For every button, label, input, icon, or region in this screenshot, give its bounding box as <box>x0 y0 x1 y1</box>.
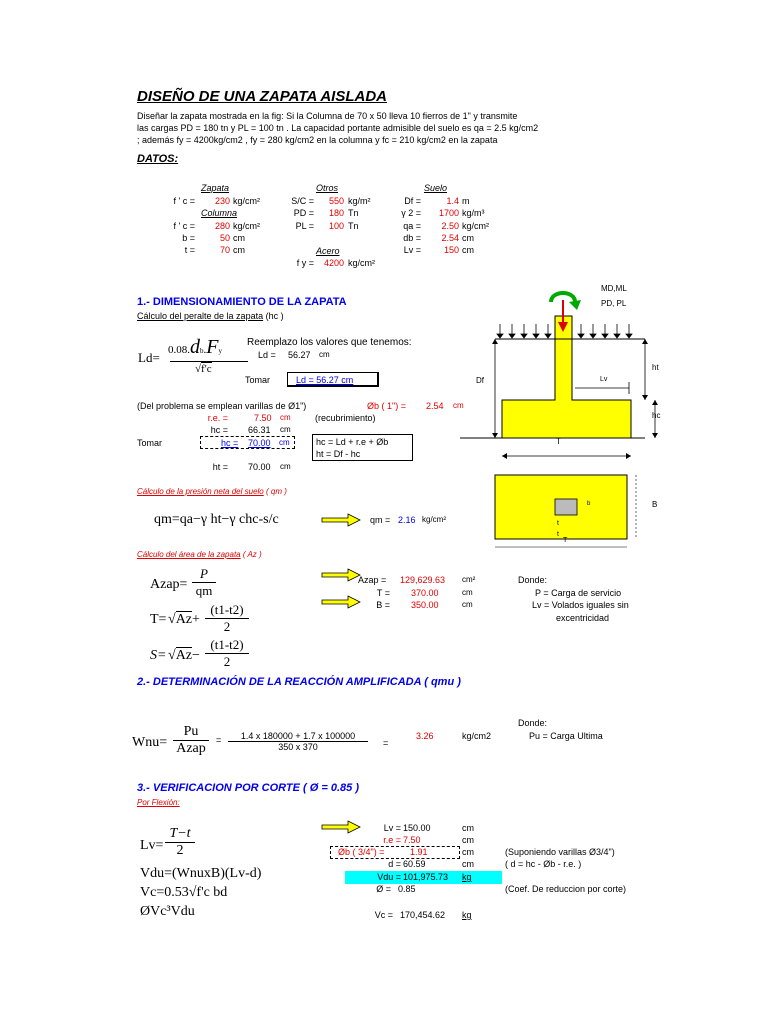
qm-subtitle: Cálculo de la presión neta del suelo ( qm ) <box>137 487 287 496</box>
qm-formula: qm=qa−γ ht−γ chc-s/c <box>154 512 279 527</box>
md-ml-label: MD,ML <box>601 284 627 293</box>
ob-1-value: 2.54 <box>426 401 444 411</box>
ld-formula-num: 0.08.db.Fy <box>168 336 222 358</box>
phi-label: Ø = <box>376 884 391 894</box>
pd-value: 180 <box>328 208 344 218</box>
ht-label: ht = <box>212 462 228 472</box>
b-dim-label: b <box>587 501 591 507</box>
vdu-label: Vdu = <box>377 872 401 882</box>
t-unit: cm <box>233 245 245 255</box>
datos-heading: DATOS: <box>137 153 179 165</box>
hc-unit: cm <box>280 425 291 434</box>
az-subtitle: Cálculo del área de la zapata ( Az ) <box>137 550 262 559</box>
donde-1: Donde: <box>518 575 548 585</box>
arrow-right-icon <box>322 596 360 608</box>
B-value: 350.00 <box>411 600 439 610</box>
section-2-heading: 2.- DETERMINACIÓN DE LA REACCIÓN AMPLIFICADA ( qmu ) <box>137 676 461 688</box>
fc-columna-value: 280 <box>214 221 230 231</box>
ob3-note: (Suponiendo varillas Ø3/4") <box>505 847 615 857</box>
zapata-head: Zapata <box>201 183 230 193</box>
b-unit: cm <box>233 233 245 243</box>
qa-value: 2.50 <box>441 221 459 231</box>
pl-unit: Tn <box>348 221 359 231</box>
B-label: B = <box>376 600 390 610</box>
wnu-formula-lhs: Wnu= <box>132 735 168 750</box>
lv-label: Lv = <box>403 245 421 255</box>
fy-value: 4200 <box>323 258 344 268</box>
wnu-unit: kg/cm2 <box>462 731 492 741</box>
ht-unit: cm <box>280 462 291 471</box>
df-label: Df = <box>404 196 421 206</box>
sc-value: 550 <box>328 196 344 206</box>
fy-label: f y = <box>296 258 314 268</box>
re3-value: 7.50 <box>403 835 421 845</box>
lv-fraction: $\frac{T-t}{2}$ <box>165 826 195 859</box>
wnu-result: 3.26 <box>416 731 434 741</box>
intro-line-3: ; además fy = 4200kg/cm2 , fy = 280 kg/cm2 en la columna y fc = 210 kg/cm2 en la zapata <box>137 135 498 145</box>
lv-value: 150 <box>443 245 459 255</box>
donde-2: Donde: <box>518 718 548 728</box>
sc-unit: kg/m² <box>348 196 371 206</box>
t-dim-label-2: t <box>557 531 559 538</box>
qm-value: 2.16 <box>398 515 416 525</box>
ld-calc-unit: cm <box>319 350 330 359</box>
ovc-formula: ØVc³Vdu <box>140 904 195 919</box>
s-formula-lhs: S= <box>150 648 167 663</box>
vc-value: 170,454.62 <box>400 910 446 920</box>
qm-unit: kg/cm² <box>422 515 446 524</box>
fc-zapata-value: 230 <box>214 196 230 206</box>
ld-calc-value: 56.27 <box>288 350 311 360</box>
hc-value: 66.31 <box>248 425 271 435</box>
section-1-heading: 1.- DIMENSIONAMIENTO DE LA ZAPATA <box>137 296 347 308</box>
vdu-unit: kg <box>462 872 472 882</box>
s-fraction: $\frac{(t1-t2)}{2}$ <box>205 637 249 670</box>
azap-label: Azap = <box>358 575 387 585</box>
pd-label: PD = <box>293 208 314 218</box>
re3-unit: cm <box>462 835 474 845</box>
t-value: 70 <box>219 245 230 255</box>
hc-box: hc = 70.00 cm <box>200 436 295 449</box>
lv-unit: cm <box>462 245 474 255</box>
b-value: 50 <box>219 233 230 243</box>
t-formula-lhs: T= <box>150 612 167 627</box>
T-plan-label: T <box>563 537 568 544</box>
wnu-eq-1: = <box>216 735 222 745</box>
hc-label: hc = <box>210 425 228 435</box>
vc-label: Vc = <box>374 910 393 920</box>
reemplazo-text: Reemplazo los valores que tenemos: <box>247 337 412 348</box>
arrow-right-icon <box>322 569 360 581</box>
ld-formula-den: √f'c <box>195 363 212 375</box>
lv-definition-2: excentricidad <box>556 613 610 623</box>
arrow-right-icon <box>322 514 360 526</box>
d-label: d = <box>388 859 401 869</box>
pd-pl-label: PD, PL <box>601 299 627 308</box>
tomar-2-label: Tomar <box>137 438 163 448</box>
pl-value: 100 <box>328 221 344 231</box>
fc-zapata-label: f ' c = <box>173 196 195 206</box>
re-unit: cm <box>280 413 291 422</box>
tomar-label: Tomar <box>245 375 271 385</box>
vdu-formula: Vdu=(WnuxB)(Lv-d) <box>140 866 262 881</box>
T-dim-label: T <box>556 437 561 446</box>
ob-1-label: Øb ( 1") = <box>367 401 406 411</box>
T-unit: cm <box>462 588 473 597</box>
ob3-unit: cm <box>462 847 474 857</box>
vc-formula: Vc=0.53√f'c bd <box>140 885 228 900</box>
intro-line-1: Diseñar la zapata mostrada en la fig: Si la Columna de 70 x 50 lleva 10 fierros de 1" y transmite <box>137 111 518 121</box>
suelo-head: Suelo <box>424 183 448 193</box>
recubrimiento-note: (recubrimiento) <box>315 413 376 423</box>
db-value: 2.54 <box>441 233 459 243</box>
qa-unit: kg/cm² <box>462 221 489 231</box>
hc-dim-label: hc <box>652 411 661 420</box>
ld-box: Ld = 56.27 cm <box>287 372 379 387</box>
lv-dim-label: Lv <box>600 376 608 383</box>
acero-head: Acero <box>316 246 340 256</box>
db-unit: cm <box>462 233 474 243</box>
ld-calc-label: Ld = <box>258 350 276 360</box>
fc-columna-label: f ' c = <box>173 221 195 231</box>
phi-note: (Coef. De reduccion por corte) <box>505 884 627 894</box>
gamma2-label: γ 2 = <box>401 208 421 218</box>
lv3-value: 150.00 <box>403 823 431 833</box>
re3-label: r.e = <box>383 835 401 845</box>
varillas-note: (Del problema se emplean varillas de Ø1") <box>137 401 307 411</box>
fc-zapata-unit: kg/cm² <box>233 196 260 206</box>
vc-unit: kg <box>462 910 472 920</box>
azap-fraction: $\frac{P}{qm}$ <box>192 566 216 599</box>
vdu-value: 101,975.73 <box>403 872 449 882</box>
footing-plan-diagram <box>490 472 670 552</box>
ob3-label: Øb ( 3/4") = <box>338 847 385 857</box>
wnu-calc-fraction: $\frac{1.4 x 180000 + 1.7 x 100000}{350 x 370}$ <box>228 731 368 752</box>
ob-1-unit: cm <box>453 401 464 410</box>
page-title: DISEÑO DE UNA ZAPATA AISLADA <box>137 88 387 105</box>
t-formula-root: √Az+ <box>168 612 200 627</box>
fc-columna-unit: kg/cm² <box>233 221 260 231</box>
azap-value: 129,629.63 <box>400 575 446 585</box>
wnu-fraction: Pu Azap <box>173 724 209 757</box>
s1-subtitle: Cálculo del peralte de la zapata (hc ) <box>137 311 284 321</box>
hc-ht-formula-box: hc = Ld + r.e + Øb ht = Df - hc <box>312 434 413 461</box>
db-label: db = <box>403 233 421 243</box>
gamma2-unit: kg/m³ <box>462 208 485 218</box>
ht-value: 70.00 <box>248 462 271 472</box>
moment-arrow-icon <box>551 293 581 310</box>
s-formula-root: √Az− <box>168 648 200 663</box>
qm-label: qm = <box>370 515 391 525</box>
lv3-label: Lv = <box>383 823 401 833</box>
df-value: 1.4 <box>446 196 459 206</box>
intro-line-2: las cargas PD = 180 tn y PL = 100 tn . La capacidad portante admisible del suelo es qa = 2.5 kg/cm2 <box>137 123 539 133</box>
ld-formula-lhs: Ld= <box>138 350 160 365</box>
df-unit: m <box>462 196 470 206</box>
sc-label: S/C = <box>291 196 314 206</box>
azap-unit: cm² <box>462 575 476 584</box>
columna-head: Columna <box>201 208 238 218</box>
d-value: 60.59 <box>403 859 426 869</box>
section-3-heading: 3.- VERIFICACION POR CORTE ( Ø = 0.85 ) <box>137 782 359 794</box>
t-label: t = <box>184 245 195 255</box>
B-unit: cm <box>462 600 473 609</box>
pd-unit: Tn <box>348 208 359 218</box>
azap-formula-lhs: Azap= <box>150 577 188 592</box>
d-note: ( d = hc - Øb - r.e. ) <box>505 859 582 869</box>
df-dim-label: Df <box>476 376 484 385</box>
ob3-value: 1.91 <box>410 847 428 857</box>
p-definition: P = Carga de servicio <box>535 588 622 598</box>
fy-unit: kg/cm² <box>348 258 375 268</box>
otros-head: Otros <box>316 183 339 193</box>
por-flexion-subtitle: Por Flexión: <box>137 798 180 807</box>
B-dim-label: B <box>652 500 658 509</box>
lv-definition-1: Lv = Volados iguales sin <box>532 600 629 610</box>
wnu-eq-2: = <box>383 738 389 748</box>
re-label: r.e. = <box>207 413 228 423</box>
d-unit: cm <box>462 859 474 869</box>
re-value: 7.50 <box>254 413 272 423</box>
T-value: 370.00 <box>411 588 439 598</box>
T-label: T = <box>376 588 390 598</box>
qa-label: qa = <box>403 221 421 231</box>
phi-value: 0.85 <box>398 884 416 894</box>
lv3-unit: cm <box>462 823 474 833</box>
footing-elevation-diagram <box>455 280 675 470</box>
ht-dim-label: ht <box>652 363 659 372</box>
pu-definition: Pu = Carga Ultima <box>529 731 603 741</box>
t-dim-label-1: t <box>557 520 559 527</box>
pl-label: PL = <box>295 221 314 231</box>
gamma2-value: 1700 <box>438 208 459 218</box>
t-fraction: $\frac{(t1-t2)}{2}$ <box>205 602 249 635</box>
lv-formula-lhs: Lv= <box>140 838 164 853</box>
b-label: b = <box>182 233 195 243</box>
